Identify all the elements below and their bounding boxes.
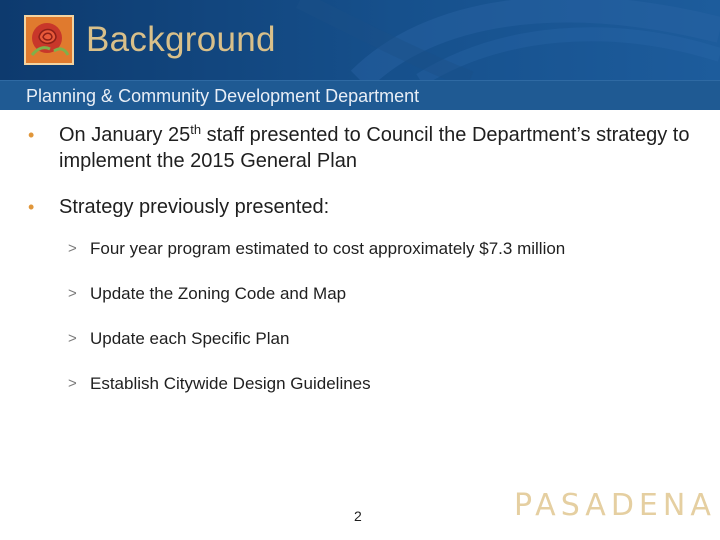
- bullet-dot-icon: •: [28, 197, 35, 217]
- sub-bullet-item: [68, 238, 698, 260]
- sub-bullet-text: Establish Citywide Design Guidelines: [90, 374, 371, 393]
- bullet-text-pre: On January 25: [59, 124, 191, 146]
- sub-bullet-item: [68, 373, 698, 395]
- sub-bullet-list: [28, 238, 698, 395]
- sub-bullet-item: [68, 283, 698, 305]
- bullet-item: [28, 122, 698, 174]
- header-banner: [0, 0, 720, 110]
- pasadena-wordmark: PASADENA: [514, 488, 716, 523]
- page-number: 2: [354, 508, 362, 524]
- slide-title: Background: [86, 20, 276, 59]
- bullet-item: [28, 194, 698, 220]
- chevron-right-icon: >: [68, 285, 77, 302]
- bullet-superscript: th: [190, 122, 202, 137]
- chevron-right-icon: >: [68, 375, 77, 392]
- rose-logo-icon: [24, 15, 74, 65]
- bullet-text-post: staff presented to Council the Department’s strategy to implement the 2015 General Plan: [59, 124, 690, 172]
- slide-content: [28, 122, 698, 418]
- chevron-right-icon: >: [68, 330, 77, 347]
- chevron-right-icon: >: [68, 240, 77, 257]
- bullet-dot-icon: •: [28, 125, 35, 145]
- sub-bullet-text: Update the Zoning Code and Map: [90, 284, 347, 303]
- sub-bullet-text: Update each Specific Plan: [90, 329, 290, 348]
- bullet-text: Strategy previously presented:: [59, 196, 330, 218]
- department-subtitle: Planning & Community Development Department: [26, 86, 420, 106]
- sub-bullet-text: Four year program estimated to cost approximately $7.3 million: [90, 239, 566, 258]
- subtitle-bar: [0, 80, 720, 110]
- sub-bullet-item: [68, 328, 698, 350]
